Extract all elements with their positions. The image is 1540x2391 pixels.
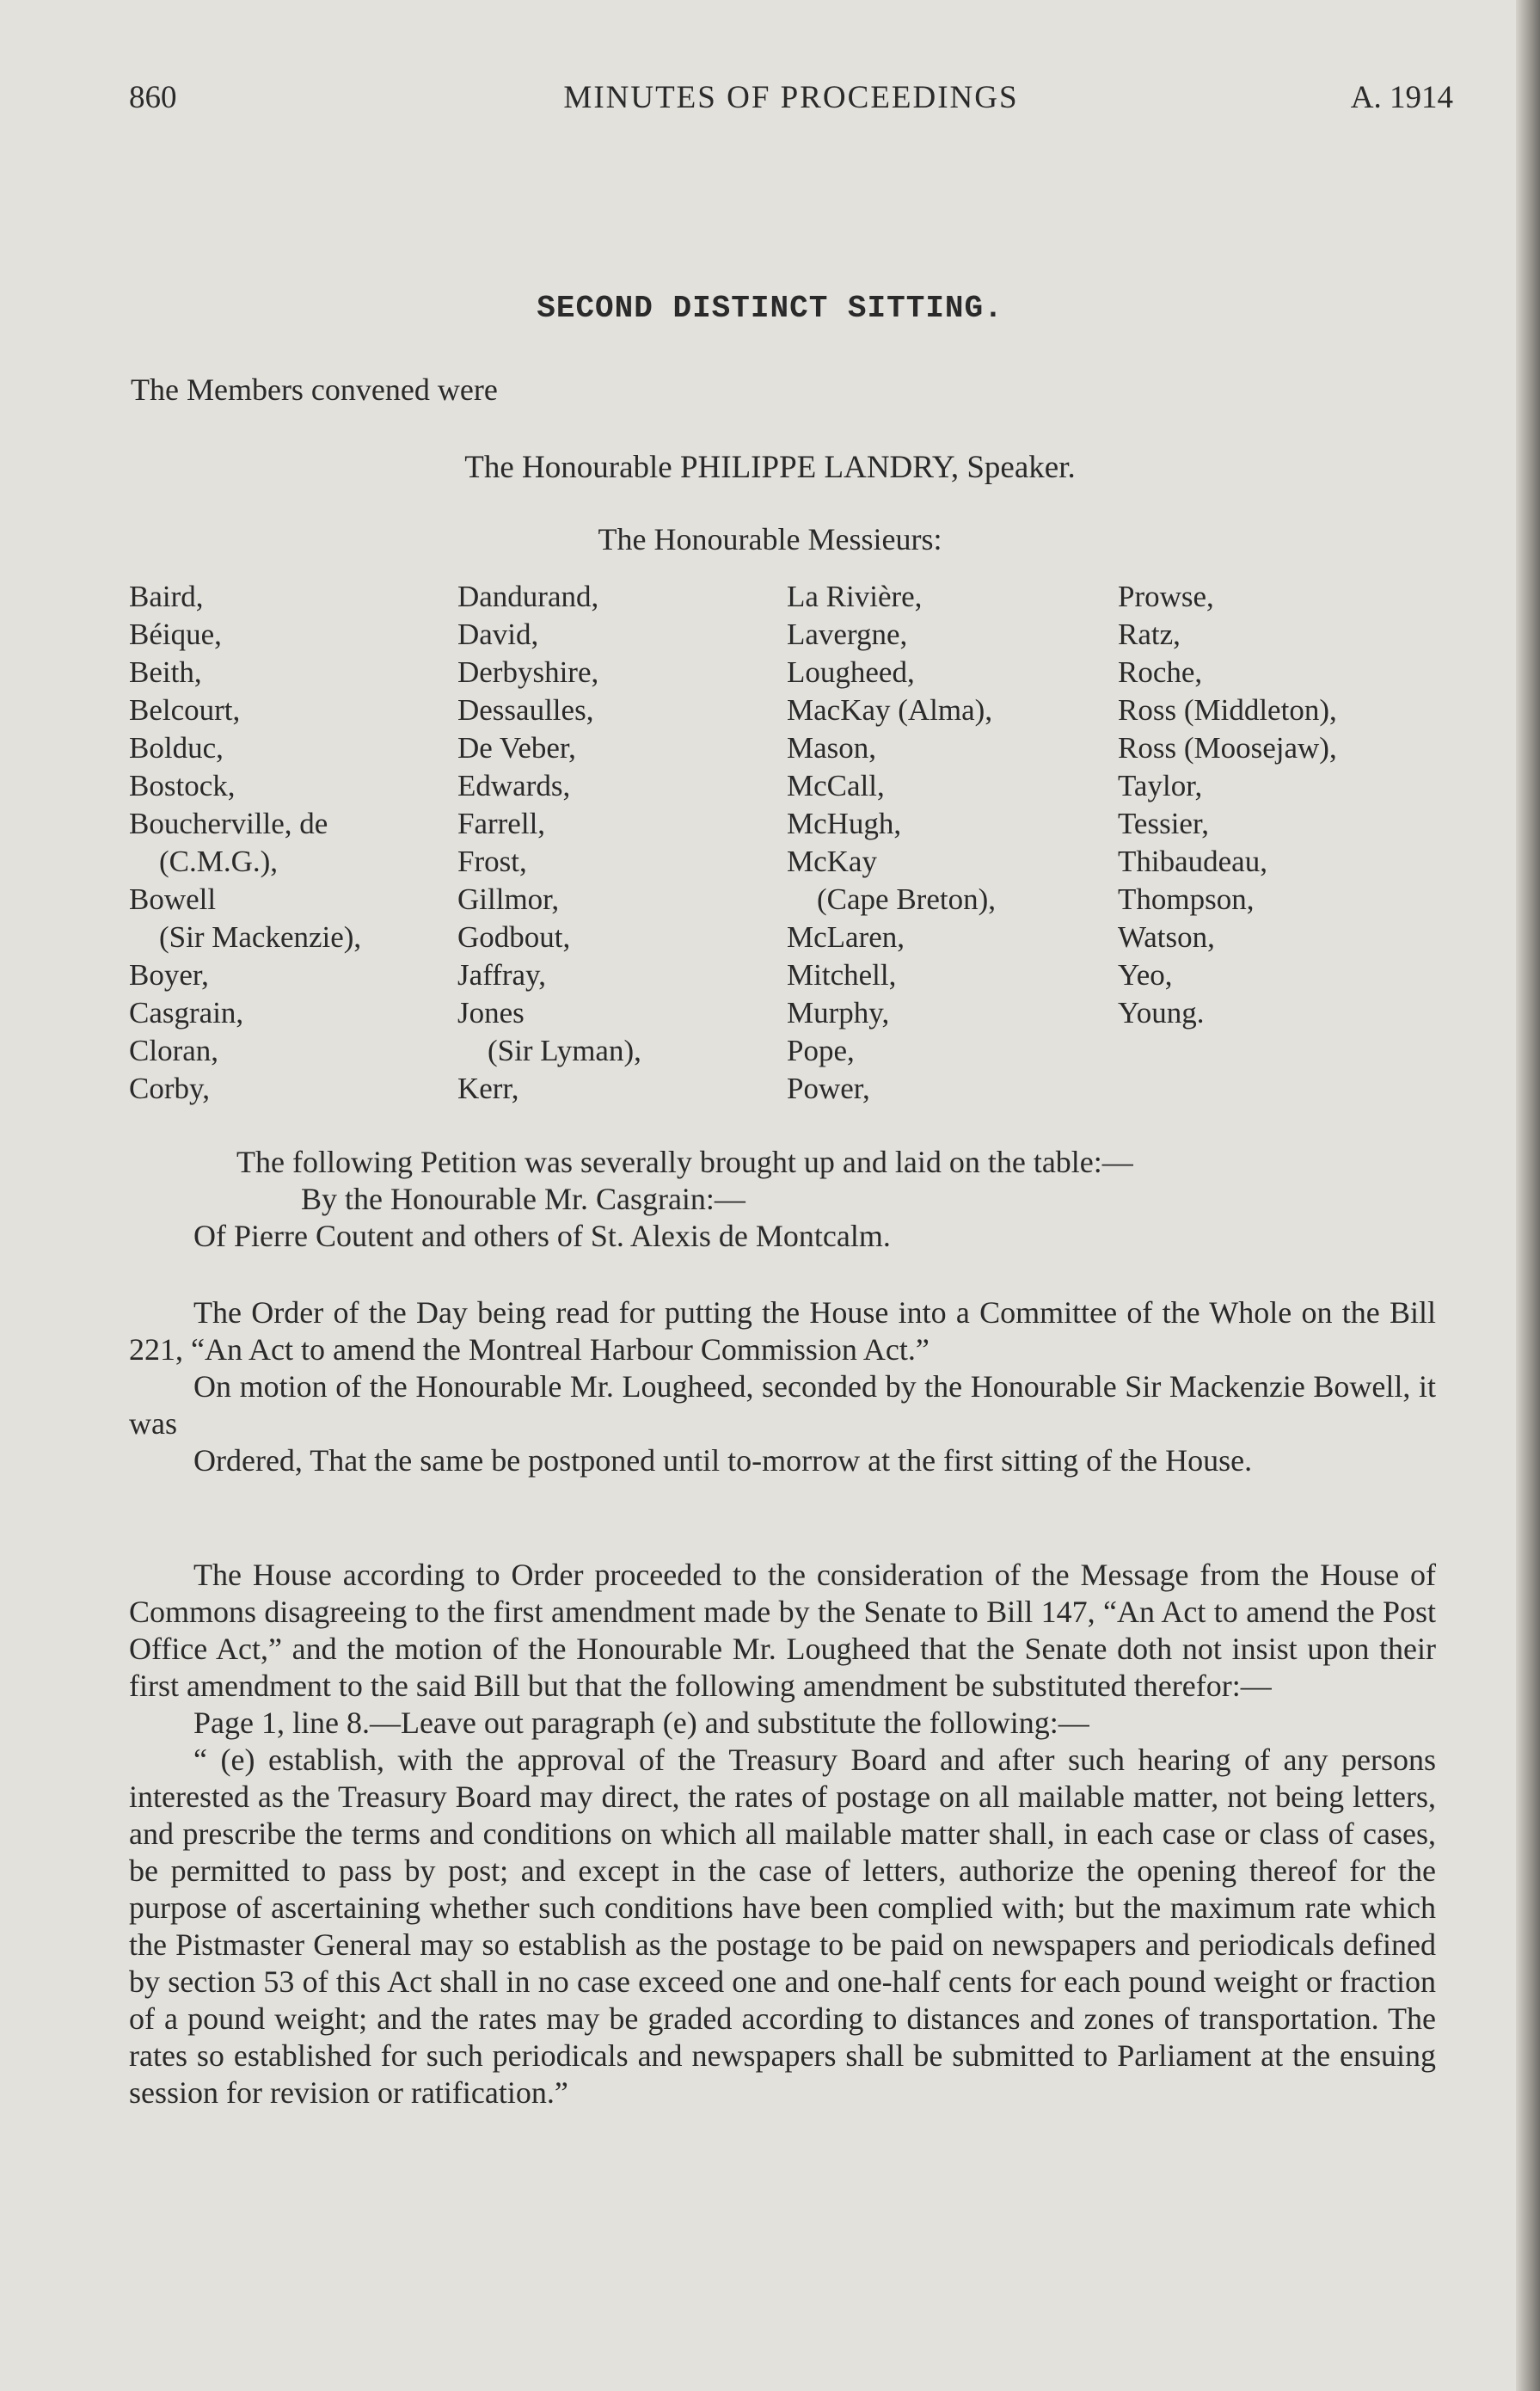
member-name: De Veber,	[457, 731, 576, 765]
speaker-line: The Honourable PHILIPPE LANDRY, Speaker.	[464, 450, 1076, 485]
member-name: (C.M.G.),	[159, 845, 279, 878]
member-name: Ross (Moosejaw),	[1118, 731, 1337, 765]
members-column-4	[1118, 578, 1337, 1032]
messieurs-heading: The Honourable Messieurs:	[598, 522, 942, 556]
member-name: Farrell,	[457, 807, 546, 840]
member-name: Roche,	[1118, 655, 1203, 689]
member-name: Young.	[1118, 996, 1205, 1030]
member-name: Frost,	[457, 845, 527, 878]
motion-paragraph: On motion of the Honourable Mr. Lougheed, seconded by the Honourable Sir Mackenzie Bowell, it was	[129, 1369, 1436, 1441]
member-name: (Sir Lyman),	[488, 1034, 641, 1067]
member-name: (Sir Mackenzie),	[159, 920, 362, 954]
member-name: Corby,	[129, 1072, 210, 1105]
member-name: Baird,	[129, 580, 204, 613]
amendment-instruction: Page 1, line 8.—Leave out paragraph (e) and substitute the following:—	[193, 1706, 1089, 1740]
member-name: Beith,	[129, 655, 202, 689]
member-name: Ratz,	[1118, 618, 1181, 651]
members-column-1	[129, 578, 361, 1108]
message-paragraph: The House according to Order proceeded to the consideration of the Message from the House of Commons disagreeing to the first amendment made by the Senate to Bill 147, “An Act to amend the Post Office Act,” and the motion of the Honourable Mr. Lougheed that the Senate doth not insist upon their first amendment to the said Bill but that the following amendment be substituted therefor:—	[129, 1558, 1436, 1703]
member-name: Yeo,	[1118, 958, 1173, 992]
member-name: MacKay (Alma),	[787, 693, 993, 727]
ordered-paragraph: Ordered, That the same be postponed until to-morrow at the first sitting of the House.	[193, 1443, 1253, 1478]
member-name: Cloran,	[129, 1034, 219, 1067]
members-column-2	[457, 578, 641, 1108]
page-header	[129, 79, 1453, 122]
member-name: Jaffray,	[457, 958, 547, 992]
amendment-text: “ (e) establish, with the approval of the Treasury Board and after such hearing of any persons interested as the Treasury Board may direct, the rates of postage on all mailable matter, not being letters, and prescribe the terms and conditions on which all mailable matter shall, in each case or class of cases, be permitted to pass by post; and except in the case of letters, authorize the opening thereof for the purpose of ascertaining whether such conditions have been complied with; but the maximum rate which the Pistmaster General may so establish as the postage to be paid on newspapers and periodicals defined by section 53 of this Act shall in no case exceed one and one-half cents for each pound weight or fraction of a pound weight; and the rates may be graded according to distances and zones of transportation. The rates so established for such periodicals and newspapers shall be submitted to Parliament at the ensuing session for revision or ratification.”	[129, 1743, 1436, 2110]
members-list	[129, 578, 1445, 1111]
member-name: Mitchell,	[787, 958, 897, 992]
member-name: Bolduc,	[129, 731, 224, 765]
member-name: Casgrain,	[129, 996, 244, 1030]
petition-intro: The following Petition was severally brought up and laid on the table:—	[236, 1145, 1133, 1179]
member-name: Prowse,	[1118, 580, 1214, 613]
member-name: David,	[457, 618, 539, 651]
page-edge-shadow	[1516, 0, 1540, 2391]
member-name: McHugh,	[787, 807, 902, 840]
petition-subject: Of Pierre Coutent and others of St. Alexis de Montcalm.	[193, 1219, 891, 1253]
petition-presenter: By the Honourable Mr. Casgrain:—	[301, 1182, 745, 1216]
member-name: Power,	[787, 1072, 870, 1105]
member-name: Thibaudeau,	[1118, 845, 1267, 878]
member-name: Dessaulles,	[457, 693, 594, 727]
member-name: Ross (Middleton),	[1118, 693, 1337, 727]
member-name: Belcourt,	[129, 693, 241, 727]
petition-section	[129, 1144, 1436, 1255]
member-name: Boyer,	[129, 958, 209, 992]
member-name: Dandurand,	[457, 580, 599, 613]
member-name: Edwards,	[457, 769, 571, 802]
member-name: Lougheed,	[787, 655, 915, 689]
member-name: Godbout,	[457, 920, 571, 954]
commons-message-section	[129, 1557, 1436, 2111]
member-name: Thompson,	[1118, 882, 1255, 916]
member-name: Kerr,	[457, 1072, 519, 1105]
member-name: Bowell	[129, 882, 217, 916]
members-column-3	[787, 578, 996, 1108]
member-name: (Cape Breton),	[817, 882, 996, 916]
member-name: Pope,	[787, 1034, 855, 1067]
member-name: Murphy,	[787, 996, 890, 1030]
member-name: McKay	[787, 845, 877, 878]
member-name: McLaren,	[787, 920, 905, 954]
member-name: Jones	[457, 996, 525, 1030]
member-name: Watson,	[1118, 920, 1215, 954]
member-name: Tessier,	[1118, 807, 1209, 840]
running-title: MINUTES OF PROCEEDINGS	[563, 80, 1019, 115]
member-name: La Rivière,	[787, 580, 923, 613]
member-name: Lavergne,	[787, 618, 908, 651]
member-name: Mason,	[787, 731, 877, 765]
sitting-title: SECOND DISTINCT SITTING.	[537, 291, 1003, 326]
page-number: 860	[129, 80, 177, 115]
member-name: Béique,	[129, 618, 222, 651]
members-convened-line: The Members convened were	[131, 372, 498, 407]
header-year: A. 1914	[1350, 80, 1453, 115]
member-name: Boucherville, de	[129, 807, 328, 840]
member-name: Taylor,	[1118, 769, 1203, 802]
member-name: Gillmor,	[457, 882, 560, 916]
member-name: Bostock,	[129, 769, 236, 802]
order-paragraph: The Order of the Day being read for putting the House into a Committee of the Whole on the Bill 221, “An Act to amend the Montreal Harbour Commission Act.”	[129, 1295, 1436, 1367]
order-of-day-section	[129, 1294, 1436, 1479]
member-name: McCall,	[787, 769, 885, 802]
member-name: Derbyshire,	[457, 655, 599, 689]
